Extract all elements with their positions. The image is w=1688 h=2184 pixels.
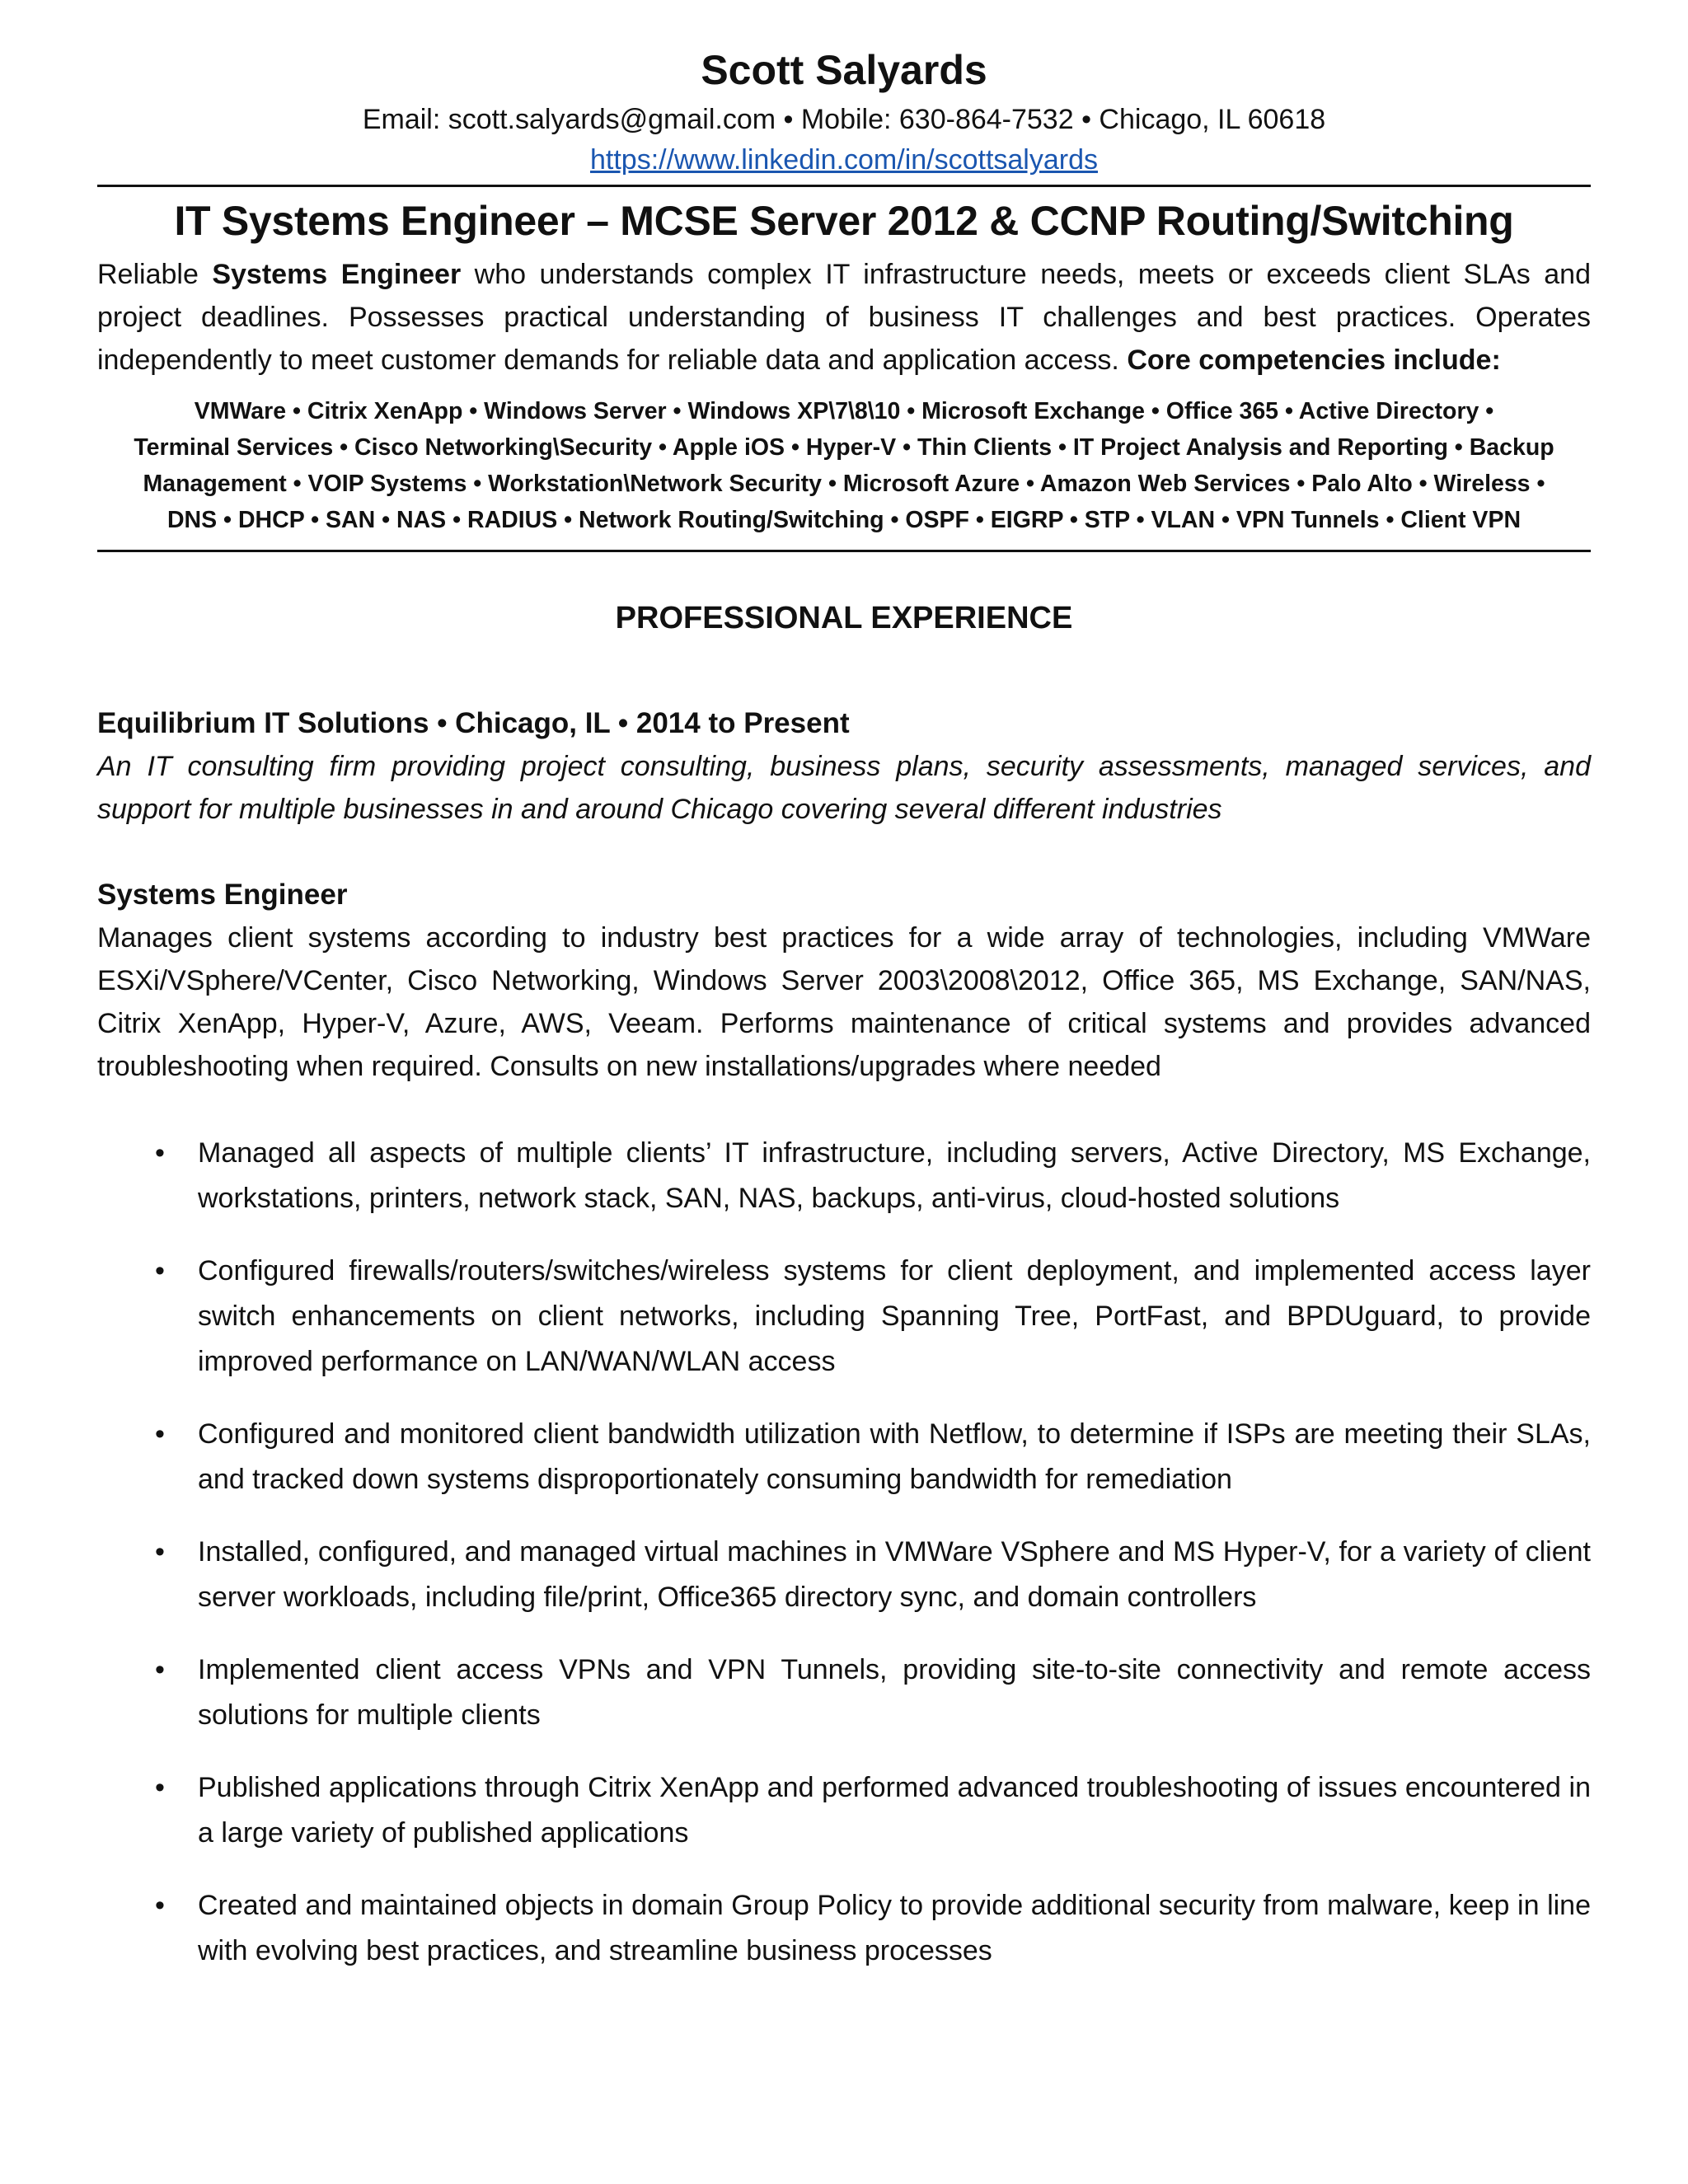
list-item (97, 1883, 1591, 1974)
bullet-icon: • (155, 1890, 165, 1921)
company-description: An IT consulting firm providing project consulting, business plans, security assessments, managed services, and support for multiple businesses in and around Chicago covering several different industries (97, 751, 1591, 825)
competencies-list (97, 393, 1591, 538)
role-description: Manages client systems according to industry best practices for a wide array of technologies, including VMWare ESXi/VSphere/VCenter, Cisco Networking, Windows Server 2003\2008\2012, Office 365, MS Exchange, SAN/NAS, Citrix XenApp, Hyper-V, Azure, AWS, Veeam. Performs maintenance of critical systems and provides advanced troubleshooting when required. Consults on new installations/upgrades where needed (97, 922, 1591, 1082)
bullet-text: Managed all aspects of multiple clients’ IT infrastructure, including servers, Active Directory, MS Exchange, workstations, printers, network stack, SAN, NAS, backups, anti-virus, cloud-hosted solutions (198, 1137, 1591, 1214)
bullet-text: Created and maintained objects in domain Group Policy to provide additional security from malware, keep in line with evolving best practices, and streamline business processes (198, 1890, 1591, 1966)
bullet-icon: • (155, 1137, 165, 1169)
competencies-divider (97, 550, 1591, 552)
bullet-icon: • (155, 1772, 165, 1803)
company-heading: Equilibrium IT Solutions • Chicago, IL • 2014 to Present (97, 707, 850, 739)
summary-bold-role: Systems Engineer (212, 259, 462, 290)
bullet-icon: • (155, 1255, 165, 1286)
competencies-line-2: Terminal Services • Cisco Networking\Security • Apple iOS • Hyper-V • Thin Clients • IT Project Analysis and Reporting • Backup (134, 434, 1554, 461)
list-item (97, 1765, 1591, 1856)
accomplishment-list (97, 1131, 1591, 1974)
summary-prefix: Reliable (97, 259, 213, 290)
bullet-icon: • (155, 1418, 165, 1450)
competencies-line-4: DNS • DHCP • SAN • NAS • RADIUS • Network Routing/Switching • OSPF • EIGRP • STP • VLAN • VPN Tunnels • Client VPN (166, 507, 1522, 533)
bullet-text: Configured firewalls/routers/switches/wireless systems for client deployment, and implemented access layer switch enhancements on client networks, including Spanning Tree, PortFast, and BPDUguard, to provide improved performance on LAN/WAN/WLAN access (198, 1255, 1591, 1377)
contact-line: Email: scott.salyards@gmail.com • Mobile: 630-864-7532 • Chicago, IL 60618 (362, 104, 1326, 135)
list-item (97, 1647, 1591, 1738)
section-title-experience: PROFESSIONAL EXPERIENCE (615, 601, 1073, 635)
list-item (97, 1131, 1591, 1221)
bullet-text: Configured and monitored client bandwidth utilization with Netflow, to determine if ISPs are meeting their SLAs, and tracked down systems disproportionately consuming bandwidth for remediation (198, 1418, 1591, 1495)
bullet-text: Installed, configured, and managed virtual machines in VMWare VSphere and MS Hyper-V, for a variety of client server workloads, including file/print, Office365 directory sync, and domain controllers (198, 1536, 1591, 1613)
headline: IT Systems Engineer – MCSE Server 2012 & CCNP Routing/Switching (174, 198, 1514, 244)
summary-bold-suffix: Core competencies include: (1127, 344, 1501, 376)
list-item (97, 1412, 1591, 1502)
linkedin-line (97, 140, 1591, 180)
bullet-text: Implemented client access VPNs and VPN Tunnels, providing site-to-site connectivity and remote access solutions for multiple clients (198, 1654, 1591, 1731)
linkedin-link[interactable]: https://www.linkedin.com/in/scottsalyards (589, 144, 1099, 176)
list-item (97, 1530, 1591, 1620)
competencies-line-1: VMWare • Citrix XenApp • Windows Server • Windows XP\7\8\10 • Microsoft Exchange • Office 365 • Active Directory • (194, 398, 1494, 424)
list-item (97, 1249, 1591, 1385)
competencies-line-3: Management • VOIP Systems • Workstation\Network Security • Microsoft Azure • Amazon Web Services • Palo Alto • Wireless • (143, 471, 1545, 497)
summary-body: who understands complex IT infrastructure needs, meets or exceeds client SLAs and project deadlines. Possesses practical understanding of business IT challenges and best practices. Operates independently to meet customer demands for reliable data and application access. (97, 259, 1592, 376)
bullet-icon: • (155, 1654, 165, 1685)
bullet-text: Published applications through Citrix XenApp and performed advanced troubleshooting of issues encountered in a large variety of published applications (198, 1772, 1591, 1849)
candidate-name: Scott Salyards (701, 47, 987, 93)
bullet-icon: • (155, 1536, 165, 1568)
role-title: Systems Engineer (97, 879, 348, 911)
summary-paragraph (97, 253, 1591, 382)
header-divider (97, 185, 1591, 187)
